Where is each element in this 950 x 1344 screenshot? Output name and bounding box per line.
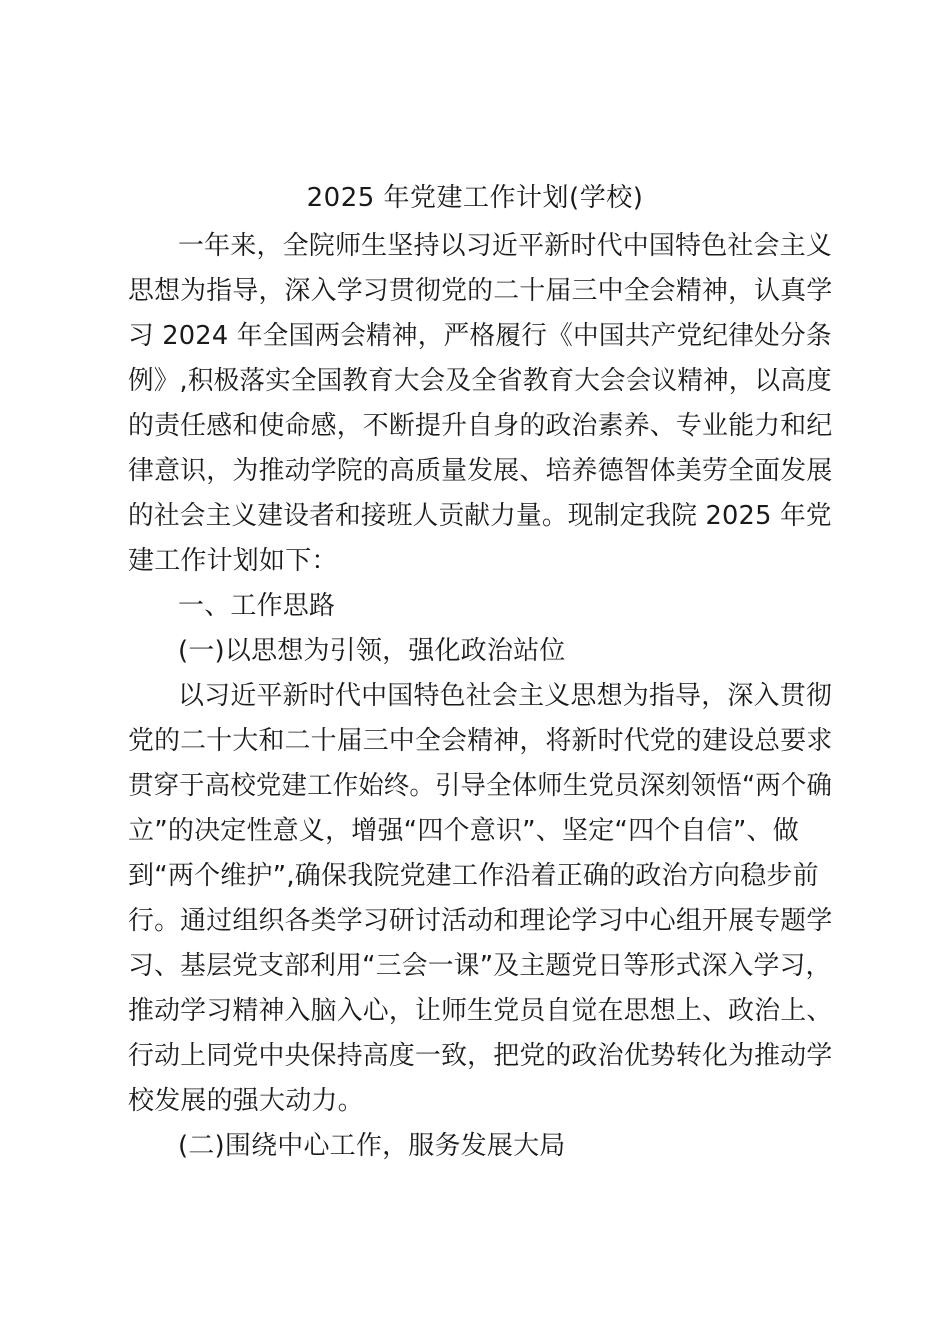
intro-line: 习 2024 年全国两会精神，严格履行《中国共产党纪律处分条 (128, 321, 832, 351)
body-line: 到“两个维护”,确保我院党建工作沿着正确的政治方向稳步前 (128, 861, 819, 891)
subsection-heading: (一)以思想为引领，强化政治站位 (178, 636, 566, 666)
body-line: 行动上同党中央保持高度一致，把党的政治优势转化为推动学 (128, 1041, 833, 1071)
intro-line: 例》,积极落实全国教育大会及全省教育大会会议精神，以高度 (128, 366, 832, 396)
body-line: 行。通过组织各类学习研讨活动和理论学习中心组开展专题学 (128, 906, 833, 936)
document-title: 2025 年党建工作计划(学校) (306, 183, 644, 213)
intro-line: 的责任感和使命感，不断提升自身的政治素养、专业能力和纪 (128, 411, 833, 441)
intro-line: 一年来，全院师生坚持以习近平新时代中国特色社会主义 (178, 231, 833, 261)
body-line: 立”的决定性意义，增强“四个意识”、坚定“四个自信”、做 (128, 816, 799, 846)
subsection-heading: (二)围绕中心工作，服务发展大局 (178, 1131, 566, 1161)
intro-line: 律意识，为推动学院的高质量发展、培养德智体美劳全面发展 (128, 456, 833, 486)
body-line: 党的二十大和二十届三中全会精神，将新时代党的建设总要求 (128, 726, 833, 756)
intro-line: 思想为指导，深入学习贯彻党的二十届三中全会精神，认真学 (128, 276, 833, 306)
body-line: 校发展的强大动力。 (128, 1086, 364, 1116)
body-line: 习、基层党支部利用“三会一课”及主题党日等形式深入学习， (128, 951, 832, 981)
body-line: 贯穿于高校党建工作始终。引导全体师生党员深刻领悟“两个确 (128, 771, 833, 801)
intro-line: 的社会主义建设者和接班人贡献力量。现制定我院 2025 年党 (128, 501, 832, 531)
section-heading: 一、工作思路 (178, 591, 336, 621)
intro-line: 建工作计划如下： (128, 546, 338, 576)
body-line: 以习近平新时代中国特色社会主义思想为指导，深入贯彻 (178, 681, 833, 711)
body-line: 推动学习精神入脑入心，让师生党员自觉在思想上、政治上、 (128, 996, 833, 1026)
